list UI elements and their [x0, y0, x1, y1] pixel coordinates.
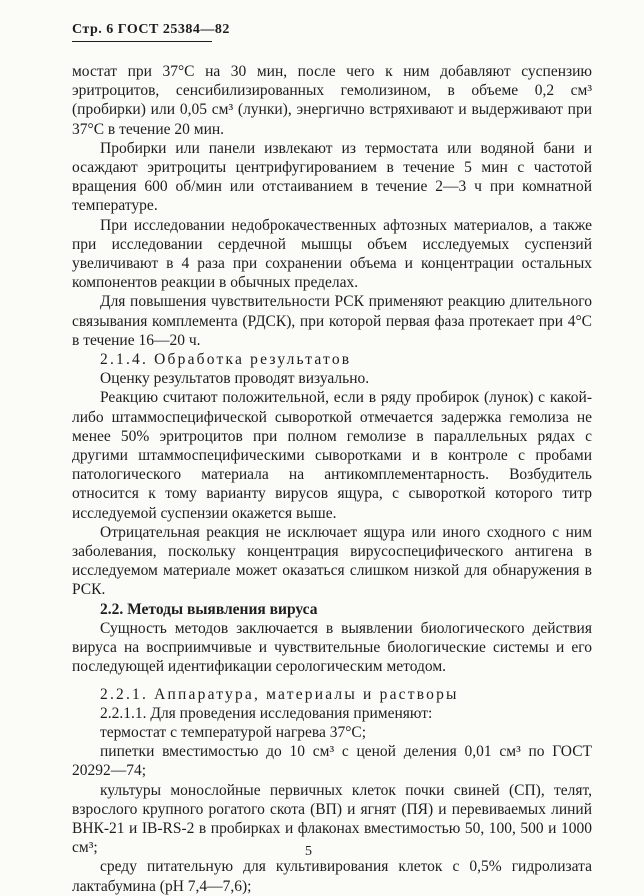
list-item-cultures: культуры монослойные первичных клеток почки свиней (СП), телят, взрослого крупного рогатого скота (ВП) и ягнят (ПЯ) и перевиваемых линий ВНК-21 и IB-RS-2 в пробирках и флаконах вместимостью 50, 100, 500 и 1000 см³; [72, 781, 592, 857]
page-header: Стр. 6 ГОСТ 25384—82 [72, 22, 230, 37]
document-body [72, 62, 592, 896]
paragraph-sensitivity: Для повышения чувствительности РСК применяют реакцию длительного связывания комплемента (РДСК), при которой первая фаза протекает при 4°С в течение 16—20 ч. [72, 293, 592, 349]
paragraph-visual: Оценку результатов проводят визуально. [100, 370, 370, 388]
section-heading-results: 2.1.4. Обработка результатов [100, 351, 352, 369]
paragraph-apply: 2.2.1.1. Для проведения исследования применяют: [100, 704, 433, 722]
section-heading-apparatus: 2.2.1. Аппаратура, материалы и растворы [100, 685, 459, 703]
paragraph-centrifuge: Пробирки или панели извлекают из термостата или водяной бани и осаждают эритроциты центрифугированием в течение 5 мин с частотой вращения 600 об/мин или отстаиванием в течение 2—3 ч при комнатной температуре. [72, 139, 592, 215]
paragraph-poor-quality: При исследовании недоброкачественных афтозных материалов, а также при исследовании сердечной мышцы объем исследуемых суспензий увеличивают в 4 раза при сохранении объема и концентрации остальных компонентов реакции в обычных пределах. [72, 216, 592, 292]
paragraph-negative: Отрицательная реакция не исключает ящура или иного сходного с ним заболевания, поскольку концентрация вирусоспецифического антигена в исследуемом материале может оказаться слишком низкой для обнаружения в РСК. [72, 523, 592, 599]
page-footer-mark: 5 [305, 844, 312, 859]
section-heading-methods: 2.2. Методы выявления вируса [100, 600, 318, 618]
header-rule [72, 41, 212, 42]
list-item-thermostat: термостат с температурой нагрева 37°С; [100, 723, 367, 741]
paragraph-essence: Сущность методов заключается в выявлении биологического действия вируса на восприимчивые и чувствительные биологические системы и его последующей идентификации серологическим методом. [72, 619, 592, 676]
list-item-medium: среду питательную для культивирования клеток с 0,5% гидролизата лактабумина (рН 7,4—7,6); [72, 858, 592, 895]
paragraph-continuation: мостат при 37°С на 30 мин, после чего к ним добавляют суспензию эритроцитов, сенсибилизированных гемолизином, в объеме 0,2 см³ (пробирки) или 0,05 см³ (лунки), энергично встряхивают и выдерживают при 37°С в течение 20 мин. [72, 63, 592, 138]
list-item-pipettes: пипетки вместимостью до 10 см³ с ценой деления 0,01 см³ по ГОСТ 20292—74; [72, 743, 592, 780]
paragraph-positive: Реакцию считают положительной, если в ряду пробирок (лунок) с какой-либо штаммоспецифической сывороткой отмечается задержка гемолиза не менее 50% эритроцитов при полном гемолизе в параллельных рядах с другими штаммоспецифическими сыворотками и в контроле с пробами патологического материала на антикомплементарность. Возбудитель относится к тому варианту вирусов ящура, с сывороткой которого титр исследуемой суспензии окажется выше. [72, 389, 592, 522]
